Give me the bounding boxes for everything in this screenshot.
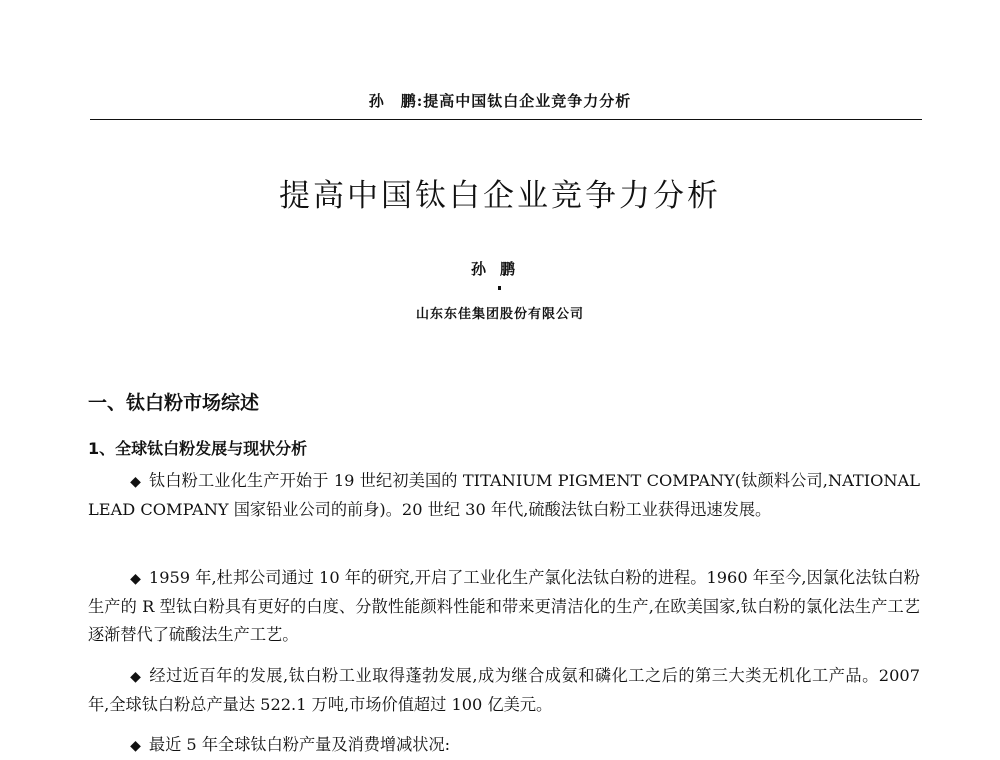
paragraph: [88, 731, 920, 760]
subsection-heading: 1、全球钛白粉发展与现状分析: [88, 439, 308, 458]
paragraph-text: 1959 年,杜邦公司通过 10 年的研究,开启了工业化生产氯化法钛白粉的进程。1960 年至今,因氯化法钛白粉生产的 R 型钛白粉具有更好的白度、分散性能颜料性能和带来更清洁化的生产,在欧美国家,钛白粉的氯化法生产工艺逐渐替代了硫酸法生产工艺。: [88, 568, 920, 644]
running-header-separator: :: [416, 92, 424, 110]
paragraph-text: 钛白粉工业化生产开始于 19 世纪初美国的 TITANIUM PIGMENT COMPANY(钛颜料公司,NATIONAL LEAD COMPANY 国家铅业公司的前身)。20 世纪 30 年代,硫酸法钛白粉工业获得迅速发展。: [88, 471, 920, 519]
footnote-mark: [498, 286, 501, 290]
diamond-bullet-icon: ◆: [130, 474, 142, 490]
paragraph: [88, 467, 920, 524]
diamond-bullet-icon: ◆: [130, 571, 141, 587]
author-affiliation: 山东东佳集团股份有限公司: [415, 307, 584, 322]
section-heading: 一、钛白粉市场综述: [88, 392, 260, 414]
diamond-bullet-icon: ◆: [130, 669, 142, 685]
running-header-title: 提高中国钛白企业竞争力分析: [423, 92, 632, 110]
article-title: 提高中国钛白企业竞争力分析: [279, 178, 721, 214]
diamond-bullet-icon: ◆: [130, 738, 141, 754]
running-header: [0, 90, 1000, 111]
paragraph-text: 经过近百年的发展,钛白粉工业取得蓬勃发展,成为继合成氨和磷化工之后的第三大类无机化工产品。2007 年,全球钛白粉总产量达 522.1 万吨,市场价值超过 100 亿美元。: [88, 666, 920, 714]
paragraph-text: 最近 5 年全球钛白粉产量及消费增减状况:: [148, 735, 451, 754]
paragraph: [88, 564, 920, 649]
paragraph: [88, 662, 920, 719]
header-rule: [90, 119, 922, 120]
running-header-author: 孙 鹏: [368, 92, 417, 110]
article-author: 孙鹏: [470, 260, 529, 278]
